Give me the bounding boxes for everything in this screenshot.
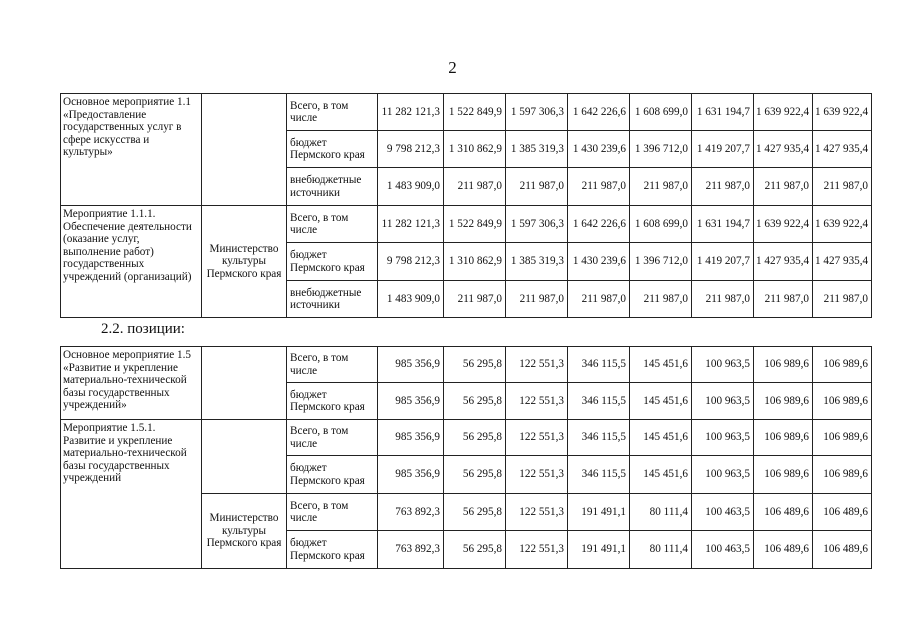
amount-cell: 106 989,6 xyxy=(754,456,813,494)
executor-cell xyxy=(202,420,287,494)
funding-source-cell: бюджет Пермского края xyxy=(287,456,378,494)
table-row xyxy=(61,347,872,383)
amount-cell: 122 551,3 xyxy=(506,456,568,494)
amount-cell: 11 282 121,3 xyxy=(378,94,444,131)
amount-cell: 56 295,8 xyxy=(444,531,506,569)
amount-cell: 763 892,3 xyxy=(378,494,444,531)
amount-cell: 211 987,0 xyxy=(568,168,630,206)
amount-cell: 106 989,6 xyxy=(813,347,872,383)
budget-table-positions xyxy=(60,346,872,569)
amount-cell: 211 987,0 xyxy=(444,281,506,318)
amount-cell: 100 463,5 xyxy=(692,531,754,569)
amount-cell: 106 989,6 xyxy=(754,420,813,456)
amount-cell: 106 989,6 xyxy=(813,456,872,494)
amount-cell: 80 111,4 xyxy=(630,494,692,531)
amount-cell: 985 356,9 xyxy=(378,456,444,494)
executor-cell: Министерство культуры Пермского края xyxy=(202,494,287,569)
amount-cell: 9 798 212,3 xyxy=(378,243,444,281)
amount-cell: 1 642 226,6 xyxy=(568,94,630,131)
amount-cell: 346 115,5 xyxy=(568,347,630,383)
amount-cell: 56 295,8 xyxy=(444,347,506,383)
amount-cell: 106 489,6 xyxy=(754,531,813,569)
amount-cell: 1 597 306,3 xyxy=(506,94,568,131)
amount-cell: 211 987,0 xyxy=(692,168,754,206)
amount-cell: 763 892,3 xyxy=(378,531,444,569)
executor-cell xyxy=(202,347,287,420)
executor-cell xyxy=(202,94,287,206)
amount-cell: 106 989,6 xyxy=(813,383,872,420)
amount-cell: 211 987,0 xyxy=(630,281,692,318)
amount-cell: 100 963,5 xyxy=(692,383,754,420)
amount-cell: 1 639 922,4 xyxy=(813,206,872,243)
table-row xyxy=(61,206,872,243)
page-number: 2 xyxy=(448,58,457,77)
amount-cell: 211 987,0 xyxy=(754,168,813,206)
funding-source-cell: бюджет Пермского края xyxy=(287,243,378,281)
table-row xyxy=(61,94,872,131)
amount-cell: 106 489,6 xyxy=(813,531,872,569)
amount-cell: 1 639 922,4 xyxy=(754,206,813,243)
funding-source-cell: Всего, в том числе xyxy=(287,347,378,383)
amount-cell: 145 451,6 xyxy=(630,456,692,494)
amount-cell: 1 430 239,6 xyxy=(568,131,630,168)
amount-cell: 211 987,0 xyxy=(506,281,568,318)
amount-cell: 1 639 922,4 xyxy=(754,94,813,131)
amount-cell: 100 963,5 xyxy=(692,456,754,494)
amount-cell: 145 451,6 xyxy=(630,420,692,456)
amount-cell: 122 551,3 xyxy=(506,383,568,420)
amount-cell: 100 963,5 xyxy=(692,347,754,383)
amount-cell: 1 427 935,4 xyxy=(754,131,813,168)
amount-cell: 1 631 194,7 xyxy=(692,206,754,243)
amount-cell: 122 551,3 xyxy=(506,494,568,531)
funding-source-cell: бюджет Пермского края xyxy=(287,531,378,569)
amount-cell: 985 356,9 xyxy=(378,383,444,420)
funding-source-cell: Всего, в том числе xyxy=(287,494,378,531)
funding-source-cell: Всего, в том числе xyxy=(287,420,378,456)
amount-cell: 122 551,3 xyxy=(506,347,568,383)
amount-cell: 191 491,1 xyxy=(568,494,630,531)
amount-cell: 191 491,1 xyxy=(568,531,630,569)
funding-source-cell: Всего, в том числе xyxy=(287,206,378,243)
amount-cell: 11 282 121,3 xyxy=(378,206,444,243)
activity-description: Мероприятие 1.1.1. Обеспечение деятельности (оказание услуг, выполнение работ) государственных учреждений (организаций) xyxy=(61,206,202,318)
funding-source-cell: Всего, в том числе xyxy=(287,94,378,131)
amount-cell: 1 522 849,9 xyxy=(444,94,506,131)
funding-source-cell: бюджет Пермского края xyxy=(287,131,378,168)
section-heading: 2.2. позиции: xyxy=(101,321,185,337)
funding-source-cell: внебюджетные источники xyxy=(287,281,378,318)
amount-cell: 1 310 862,9 xyxy=(444,243,506,281)
amount-cell: 1 483 909,0 xyxy=(378,281,444,318)
table-row xyxy=(61,420,872,456)
amount-cell: 1 396 712,0 xyxy=(630,131,692,168)
amount-cell: 1 427 935,4 xyxy=(813,131,872,168)
activity-description: Основное мероприятие 1.1 «Предоставление государственных услуг в сфере искусства и культуры» xyxy=(61,94,202,206)
amount-cell: 80 111,4 xyxy=(630,531,692,569)
amount-cell: 1 639 922,4 xyxy=(813,94,872,131)
amount-cell: 1 427 935,4 xyxy=(813,243,872,281)
amount-cell: 211 987,0 xyxy=(692,281,754,318)
amount-cell: 1 597 306,3 xyxy=(506,206,568,243)
amount-cell: 106 989,6 xyxy=(754,383,813,420)
amount-cell: 56 295,8 xyxy=(444,494,506,531)
amount-cell: 1 608 699,0 xyxy=(630,206,692,243)
amount-cell: 211 987,0 xyxy=(630,168,692,206)
amount-cell: 346 115,5 xyxy=(568,420,630,456)
amount-cell: 122 551,3 xyxy=(506,420,568,456)
amount-cell: 1 483 909,0 xyxy=(378,168,444,206)
amount-cell: 1 419 207,7 xyxy=(692,131,754,168)
amount-cell: 211 987,0 xyxy=(754,281,813,318)
amount-cell: 1 522 849,9 xyxy=(444,206,506,243)
budget-table-main xyxy=(60,93,872,318)
amount-cell: 346 115,5 xyxy=(568,383,630,420)
funding-source-cell: внебюджетные источники xyxy=(287,168,378,206)
activity-description: Мероприятие 1.5.1. Развитие и укрепление материально-технической базы государственных учреждений xyxy=(61,420,202,569)
amount-cell: 1 608 699,0 xyxy=(630,94,692,131)
amount-cell: 211 987,0 xyxy=(506,168,568,206)
amount-cell: 56 295,8 xyxy=(444,383,506,420)
amount-cell: 100 463,5 xyxy=(692,494,754,531)
amount-cell: 1 385 319,3 xyxy=(506,243,568,281)
amount-cell: 346 115,5 xyxy=(568,456,630,494)
amount-cell: 1 396 712,0 xyxy=(630,243,692,281)
amount-cell: 106 489,6 xyxy=(754,494,813,531)
amount-cell: 1 427 935,4 xyxy=(754,243,813,281)
amount-cell: 1 430 239,6 xyxy=(568,243,630,281)
amount-cell: 1 310 862,9 xyxy=(444,131,506,168)
amount-cell: 985 356,9 xyxy=(378,420,444,456)
amount-cell: 1 419 207,7 xyxy=(692,243,754,281)
amount-cell: 211 987,0 xyxy=(813,168,872,206)
amount-cell: 145 451,6 xyxy=(630,383,692,420)
amount-cell: 100 963,5 xyxy=(692,420,754,456)
amount-cell: 1 631 194,7 xyxy=(692,94,754,131)
amount-cell: 211 987,0 xyxy=(444,168,506,206)
amount-cell: 106 989,6 xyxy=(754,347,813,383)
amount-cell: 122 551,3 xyxy=(506,531,568,569)
amount-cell: 1 642 226,6 xyxy=(568,206,630,243)
amount-cell: 56 295,8 xyxy=(444,456,506,494)
executor-cell: Министерство культуры Пермского края xyxy=(202,206,287,318)
amount-cell: 106 489,6 xyxy=(813,494,872,531)
amount-cell: 985 356,9 xyxy=(378,347,444,383)
amount-cell: 211 987,0 xyxy=(568,281,630,318)
amount-cell: 106 989,6 xyxy=(813,420,872,456)
amount-cell: 145 451,6 xyxy=(630,347,692,383)
activity-description: Основное мероприятие 1.5 «Развитие и укрепление материально-технической базы государственных учреждений» xyxy=(61,347,202,420)
amount-cell: 9 798 212,3 xyxy=(378,131,444,168)
amount-cell: 56 295,8 xyxy=(444,420,506,456)
funding-source-cell: бюджет Пермского края xyxy=(287,383,378,420)
amount-cell: 211 987,0 xyxy=(813,281,872,318)
amount-cell: 1 385 319,3 xyxy=(506,131,568,168)
